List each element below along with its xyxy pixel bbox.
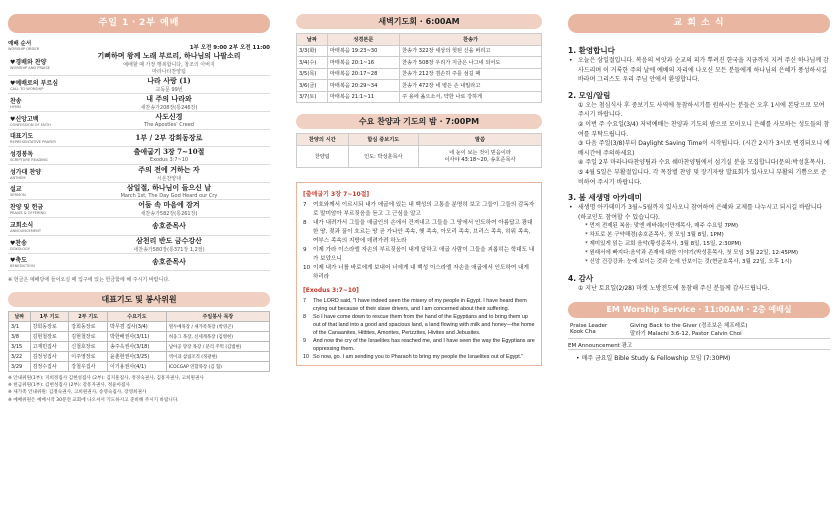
order-label — [8, 184, 68, 197]
dawn-cell: 3/6(금) — [297, 80, 328, 92]
thanks-heading: 4. 감사 — [568, 274, 594, 284]
verse-text: 내가 내려가서 그들을 애굽인의 손에서 건져내고 그들을 그 땅에서 인도하여 아름답고 광대한 땅, 젖과 꿀이 흐르는 땅 곧 가나안 족속, 헷 족속, 아모리 족속, 브리스 족속, 히위 족속, 여부스 족속의 지방에 데려가려 하노라 — [313, 219, 533, 244]
service-cell: 3/1 — [9, 322, 31, 332]
dawn-cell: 찬송가 212장 겸손히 주를 섬길 때 — [400, 68, 542, 80]
order-label — [8, 238, 68, 251]
verse-number: 8 — [303, 313, 306, 320]
order-row — [8, 236, 270, 254]
service-cell: 3/22 — [9, 352, 31, 362]
order-main: 내 주의 나라와 — [146, 94, 192, 103]
service-head-cell: 수요기도 — [108, 312, 167, 322]
wed-table-row — [297, 145, 542, 167]
order-main: 송호준목사 — [152, 256, 186, 266]
em-table — [568, 320, 830, 339]
news-item — [568, 168, 830, 187]
service-head-cell: 주일봉사 목장 — [166, 312, 269, 322]
dawn-table-body — [297, 45, 542, 103]
order-value — [68, 76, 270, 93]
wed-cell: 찬양팀 — [297, 145, 349, 167]
dawn-table — [296, 33, 542, 103]
news-column — [568, 0, 830, 507]
order-label — [8, 202, 68, 215]
news-item-text: 오늘은 삼일절입니다. 복음의 씨앗과 순교의 피가 뿌려진 한국을 지금까지 지켜 주신 하나님께 감사드리며 이 거룩한 주의 날에 예배의 자리에 나오신 모든 분들에게 하나님의 은혜가 풍성하시길 바라며 그리스도 우리 주님 안에서 환영합니다. — [578, 57, 829, 84]
academy-items — [568, 222, 830, 267]
order-sub: 교독문 99번 — [155, 87, 183, 93]
verse-number: 9 — [303, 337, 306, 344]
order-row — [8, 183, 270, 201]
order-main: 삼일절, 하나님이 들으신 날 — [126, 182, 212, 192]
order-label-ko: 설교 — [10, 186, 22, 194]
footnote: ※ 헌금위원(1부): 김현성집사 (2부): 강흥자권사, 정윤아집사 — [8, 383, 130, 389]
order-label — [8, 167, 68, 180]
verse-text: So now, go. I am sending you to Pharaoh to bring my people the Israelites out of Egypt." — [313, 353, 524, 360]
dawn-cell: 마태복음 20:17~28 — [327, 68, 399, 80]
order-row — [8, 51, 270, 76]
news-banner: 교 회 소 식 — [568, 14, 830, 33]
service-cell: ICOCGAP 연합목장 (김 협) — [166, 362, 269, 372]
order-label-en: WORSHIP AND PRAISE — [10, 65, 50, 70]
verse — [303, 313, 535, 337]
dawn-head-cell: 날짜 — [297, 34, 328, 46]
footnote: ※ 새가족 안내위원: 김정숙권사, 고희원권사, 송영숙집사, 장영희권사 — [8, 390, 147, 396]
dawn-cell: 3/7(토) — [297, 91, 328, 103]
order-label-ko: 성가대 찬양 — [10, 168, 42, 176]
order-label — [8, 114, 68, 127]
notice-heading: 2. 모임/알림 — [568, 90, 611, 100]
order-label-ko: ♥찬송 — [10, 239, 27, 247]
wed-title: 수요 찬양과 기도의 밤 · 7:00PM — [296, 114, 542, 129]
service-cell: 이주영장로 — [69, 352, 108, 362]
service-cell: 김현철장로 — [69, 332, 108, 342]
order-main: 송호준목사 — [152, 221, 186, 231]
order-label-ko: 성경봉독 — [10, 150, 34, 158]
order-main: 출애굽기 3장 7~10절 — [133, 147, 205, 157]
welcome-items — [568, 56, 830, 85]
service-cell: 김정수집사 — [30, 362, 69, 372]
verse-text: The LORD said, "I have indeed seen the misery of my people in Egypt. I have heard them crying out because of their slave drivers, and I am concerned about their suffering. — [313, 297, 527, 312]
order-label-ko: 대표기도 — [10, 133, 34, 141]
order-row — [8, 76, 270, 94]
worship-order-en: WORSHIP ORDER — [8, 47, 40, 51]
dawn-row — [297, 80, 542, 92]
order-label-en: HYMN — [10, 105, 21, 109]
order-value — [68, 200, 270, 217]
em-announcement-title: EM Announcement 광고 — [568, 341, 830, 350]
wed-head-cell: 말씀 — [419, 134, 542, 146]
dawn-cell: 3/5(목) — [297, 68, 328, 80]
wed-cell: 네 눈이 보는 것이 믿음이라 이사야 43:18~20, 송호준목사 — [419, 145, 542, 167]
service-table-head — [9, 312, 270, 322]
em-table-body — [568, 320, 830, 339]
order-row — [8, 200, 270, 218]
order-sub: March 1st, The Day God Heard our Cry — [120, 192, 218, 199]
service-cell: 김현철장로 — [30, 332, 69, 342]
news-item — [568, 56, 830, 85]
dawn-row — [297, 91, 542, 103]
order-label-en: ANNOUNCEMENT — [10, 228, 42, 233]
service-head-cell: 1부 기도 — [30, 312, 69, 322]
service-cell: 신철호장로 — [69, 342, 108, 352]
service-title: 대표기도 및 봉사위원 — [8, 292, 270, 307]
wed-table-head — [297, 134, 542, 146]
order-sub2: 마라나타찬양팀 — [152, 69, 186, 75]
academy-lead: • 새생명 아카데미가 3월~5월까지 있사오니 참여하여 은혜와 교제를 나누시고 되시길 바랍니다(하교인도 참여할 수 있습니다). — [569, 204, 823, 221]
verse — [303, 246, 535, 264]
verse — [303, 337, 535, 353]
service-row — [9, 352, 270, 362]
verse-number: 10 — [303, 264, 311, 271]
dawn-cell: 주 용에 옮으소서, 약한 나로 강하게 — [400, 91, 542, 103]
service-cell: 송주옥권사(3/18) — [108, 342, 167, 352]
service-cell: 이기용권사(4/1) — [108, 362, 167, 372]
order-sub: 시온찬양대 — [156, 175, 182, 182]
academy-lead-text: 새생명 아카데미가 3월~5월까지 있사오니 참여하여 은혜와 교제를 나누시고 되시길 바랍니다(하교인도 참여할 수 있습니다). — [578, 204, 823, 221]
order-row — [8, 94, 270, 112]
order-row — [8, 165, 270, 183]
service-cell: 남아공 망장 목장 / 분리 주먹 (김범현) — [166, 342, 269, 352]
order-value — [68, 112, 270, 128]
dawn-table-head — [297, 34, 542, 46]
order-value — [68, 236, 270, 253]
worship-order-list — [8, 51, 270, 271]
wed-cell: 인도: 박성훈목사 — [348, 145, 418, 167]
service-cell: 강철우집사 — [69, 362, 108, 372]
order-label-en: SERMON — [10, 193, 26, 198]
service-cell: 박무겸 집사(3/4) — [108, 322, 167, 332]
order-label-en: CONFESSION OF FAITH — [10, 122, 51, 127]
order-label — [8, 96, 68, 109]
order-main: 어둠 속 마음에 잠겨 — [138, 200, 200, 209]
order-value — [68, 257, 270, 267]
order-value — [68, 183, 270, 199]
thanks-items — [568, 284, 830, 294]
order-label-ko: 교회소식 — [10, 221, 34, 229]
academy-item: * 신앙 건강강좌: 눈에 보이는 것과 눈에 안보이는 것(현균호목사, 3월 22일, 오후 1시) — [585, 259, 792, 266]
service-cell: 3/15 — [9, 342, 31, 352]
order-main: 주의 전에 거하는 자 — [138, 164, 200, 174]
order-sub: 새찬송가582장(통261장) — [140, 211, 198, 217]
service-row — [9, 342, 270, 352]
service-cell: 벽이과 삼림조직 (정광현) — [166, 352, 269, 362]
academy-item: * 차트로 본 구약해경(송호준목사, 첫 모임 3월 8일, 1PM) — [585, 232, 724, 239]
order-label — [8, 78, 68, 91]
service-cell: 강희동장로 — [69, 322, 108, 332]
welcome-heading: 1. 환영합니다 — [568, 46, 615, 55]
dawn-row — [297, 57, 542, 69]
order-sub: 예배할 때 가장 행복합니다, 창조의 아버지 — [123, 62, 215, 68]
order-main: 1부 / 2부 강희동장로 — [135, 132, 203, 142]
bible-column — [296, 0, 542, 507]
dawn-title: 새벽기도회 · 6:00AM — [296, 14, 542, 29]
news-item — [568, 101, 830, 120]
news-item — [568, 158, 830, 168]
verse-text: So I have come down to rescue them from the hand of the Egyptians and to bring them up out of that land into a good and spacious land, a land flowing with milk and honey—the home of the Canaanites, Hittites, Amorites, Perizzites, Hivites and Jebusites. — [313, 313, 535, 336]
em-cell: Praise Leader Kook Cha — [568, 320, 628, 339]
scripture-ref-ko: [출애굽기 3장 7~10절] — [303, 190, 370, 198]
verse-number: 7 — [303, 297, 306, 304]
news-item-text: ④ 주일 2부 마라나타찬양팀과 수요 쉐마찬양팀에서 섬기실 분을 모집합니다(문의:박성훈목사). — [578, 159, 826, 167]
dawn-head-cell: 성경본문 — [327, 34, 399, 46]
verse-number: 9 — [303, 246, 307, 253]
order-label-en: SCRIPTURE READING — [10, 157, 48, 162]
dawn-cell: 찬송가 322장 세상의 헛된 신을 버리고 — [400, 45, 542, 57]
worship-banner: 주일 1ㆍ2부 예배 — [8, 14, 270, 33]
service-head-cell: 2부 기도 — [69, 312, 108, 322]
order-label — [8, 131, 68, 144]
verse — [303, 264, 535, 282]
footnote: ※ 안내위원(1부): 지희정집사 김현성집사 (2부): 김지훈집사, 정경숙권사, 김흥자권사, 고희원권사 — [8, 376, 204, 381]
order-value — [68, 165, 270, 182]
em-announcement: • 매주 금요일 Bible Study & Fellowship 모임 (7:30PM) — [576, 354, 731, 362]
news-item — [568, 284, 830, 294]
order-value — [68, 133, 270, 143]
verse-number: 10 — [303, 353, 309, 360]
order-label-ko: ♥경배와 찬양 — [10, 58, 47, 66]
order-label-en: CALL TO WORSHIP — [10, 87, 44, 91]
dawn-cell: 3/3(화) — [297, 45, 328, 57]
service-table — [8, 311, 270, 372]
worship-header — [8, 39, 270, 51]
news-item-text: ⑤ 4월 5일은 부활절입니다. 각 목장별 찬양 및 장기자랑 발표회가 있사오니 부활의 기쁨으로 준비하여 주시기 바랍니다. — [578, 168, 827, 186]
verse — [303, 219, 535, 246]
order-main: 사도신경 — [155, 112, 183, 122]
order-row — [8, 254, 270, 272]
dawn-head-cell: 찬송가 — [400, 34, 542, 46]
verse-number: 7 — [303, 201, 307, 208]
order-label — [8, 149, 68, 162]
service-row — [9, 362, 270, 372]
order-label-ko: 찬송 — [10, 98, 22, 105]
wed-table — [296, 133, 542, 168]
academy-heading: 3. 봄 새생명 아카데미 — [568, 193, 642, 203]
news-item-text: ③ 다음 주일(3/8)부터 Daylight Saving Time이 시작됩니다. (시간 2시가 3시로 변경되오니 예배시간에 주의하세요) — [578, 140, 830, 157]
order-value — [68, 147, 270, 163]
worship-column — [8, 0, 270, 507]
order-row — [8, 112, 270, 130]
dawn-cell: 마태복음 20:29~34 — [327, 80, 399, 92]
service-cell: 강희동장로 — [30, 322, 69, 332]
service-head-cell: 날짜 — [9, 312, 31, 322]
order-value — [68, 94, 270, 111]
worship-times: 1부 오전 9:00 2부 오전 11:00 — [189, 45, 270, 51]
service-cell: 고재민집사 — [30, 342, 69, 352]
verse-text: 여호와께서 이르시되 내가 애굽에 있는 내 백성의 고통을 분명히 보고 그들이 그들의 감독자로 말미암아 부르짖음을 듣고 그 근심을 알고 — [313, 201, 535, 217]
dawn-cell: 찬송가 508장 우리가 지금은 나그네 되어도 — [400, 57, 542, 69]
news-item — [568, 120, 830, 139]
order-sub: Exodus 3:7~10 — [149, 157, 189, 164]
order-sub: 새찬송가208장(통246장) — [140, 105, 198, 111]
service-footnotes — [8, 375, 270, 404]
service-cell: 3/29 — [9, 362, 31, 372]
service-cell: 김정성집사 — [30, 352, 69, 362]
service-cell: 3/8 — [9, 332, 31, 342]
worship-order-label: 예배 순서 — [8, 41, 32, 47]
order-label-ko: 찬양 및 헌금 — [10, 204, 44, 211]
em-cell: Giving Back to the Giver (경조보은 헤프레로) 말라기 Malachi 3:6-12, Pastor Calvin Choi — [628, 320, 830, 339]
em-banner: EM Worship Service · 11:00AM · 2층 예배실 — [568, 302, 830, 318]
dawn-cell: 마태복음 21:1~11 — [327, 91, 399, 103]
order-label — [8, 57, 68, 70]
order-label — [8, 220, 68, 233]
notice-items — [568, 101, 830, 187]
order-main: 기뻐하며 왕께 노래 부르리, 하나님의 나팔소리 — [97, 51, 241, 60]
order-sub: The Apostles' Creed — [144, 122, 194, 129]
order-row — [8, 130, 270, 148]
order-sub: 새찬송가580장(통371장 1,2절) — [133, 246, 205, 253]
verse-text: 이제 내가 너를 바로에게 보내어 너에게 내 백성 이스라엘 자손을 애굽에서 인도하여 내게 하리라 — [313, 264, 529, 280]
verse — [303, 297, 535, 313]
dawn-row — [297, 45, 542, 57]
service-cell: 윤춘현권사(3/25) — [108, 352, 167, 362]
order-label-ko: ♥축도 — [10, 257, 27, 265]
dawn-cell: 마태복음 19:23~30 — [327, 45, 399, 57]
scripture-box — [296, 182, 542, 366]
order-label-ko: ♥신앙고백 — [10, 115, 39, 123]
service-cell: 허웅그 목장, 신세계목장 (김병현) — [166, 332, 269, 342]
news-item-text: ② 이번 주 수요일(3/4) 저녁예배는 찬양과 기도의 밤으로 모이오니 은혜를 사모하는 성도들의 참여를 부탁드립니다. — [578, 120, 830, 138]
service-table-body — [9, 322, 270, 372]
order-row — [8, 218, 270, 236]
service-row — [9, 332, 270, 342]
order-value — [68, 221, 270, 231]
order-label — [8, 255, 68, 268]
order-label-en: ANTHEM — [10, 175, 26, 180]
service-cell: 열두메목장 / 새가족목장 (박영곤) — [166, 322, 269, 332]
verse — [303, 201, 535, 219]
order-label-en: BENEDICTION — [10, 264, 35, 269]
scripture-ref-en: [Exodus 3:7~10] — [303, 286, 359, 294]
dawn-cell: 찬송가 472장 네 병든 손 내밀라고 — [400, 80, 542, 92]
news-item-text: ① 지난 토요일(2/28) 마켓 노방전도에 동참해 주신 분들께 감사드립니다. — [578, 285, 770, 293]
academy-item: * 먼저 전제된 복음: 맞엔 레바쉐(이만재목사, 매주 수요일 7PM) — [585, 223, 739, 230]
news-item — [568, 139, 830, 158]
verses-en — [303, 297, 535, 361]
academy-item: * 원래서에 빠지다:음악과 존재에 대한 이야기(박성훈목사, 첫 모임 3월 22일, 12:45PM) — [585, 250, 799, 257]
order-value — [68, 51, 270, 75]
order-main: 삼천리 반도 금수강산 — [136, 235, 202, 245]
dawn-cell: 3/4(수) — [297, 57, 328, 69]
em-row — [568, 320, 830, 339]
verse — [303, 353, 535, 361]
news-item-text: ① 오는 첨심식사 후 중보기도 사역에 동참하시기를 원하시는 분들은 오후 1시에 본당으로 모여 주시기 바랍니다. — [578, 101, 825, 119]
order-label-ko: ♥예배로의 부르심 — [10, 80, 59, 87]
dawn-row — [297, 68, 542, 80]
order-label-en: REPRESENTATIVE PRAYER — [10, 140, 56, 145]
wed-head-cell: 찬양의 시간 — [297, 134, 349, 146]
academy-item: * 제미있게 읽는 교회 음악(황성준목사, 3월 8일, 15일, 2:30PM) — [585, 241, 742, 248]
service-cell: 박한배권사(3/11) — [108, 332, 167, 342]
service-row — [9, 322, 270, 332]
footnote: ※ 예배위원은 예배시작 30분전 교회에 나오셔서 기도하시고 준비해 주시기 바랍니다. — [8, 397, 179, 403]
bullet: • — [569, 57, 573, 64]
verse-number: 8 — [303, 219, 307, 226]
dawn-cell: 마태복음 20:1~16 — [327, 57, 399, 69]
order-row — [8, 147, 270, 165]
offering-note: ※ 헌금은 예배당에 들어오실 때 입구에 있는 헌금함에 해 주시기 바랍니다. — [8, 277, 170, 283]
order-label-en: PRAISE & OFFERING — [10, 211, 46, 215]
wed-head-cell: 합심 중보기도 — [348, 134, 418, 146]
verses-ko — [303, 201, 535, 282]
order-label-en: DOXOLOGY — [10, 246, 30, 251]
verse-text: And now the cry of the Israelites has reached me, and I have seen the way the Egyptians are oppressing them. — [313, 337, 535, 352]
order-main: 나라 사랑 (1) — [147, 76, 191, 85]
verse-text: 이제 가라 이스라엘 자손의 부르짖음이 내게 달하고 애굽 사람이 그들을 괴롭히는 학대도 내가 보았으니 — [313, 246, 535, 262]
